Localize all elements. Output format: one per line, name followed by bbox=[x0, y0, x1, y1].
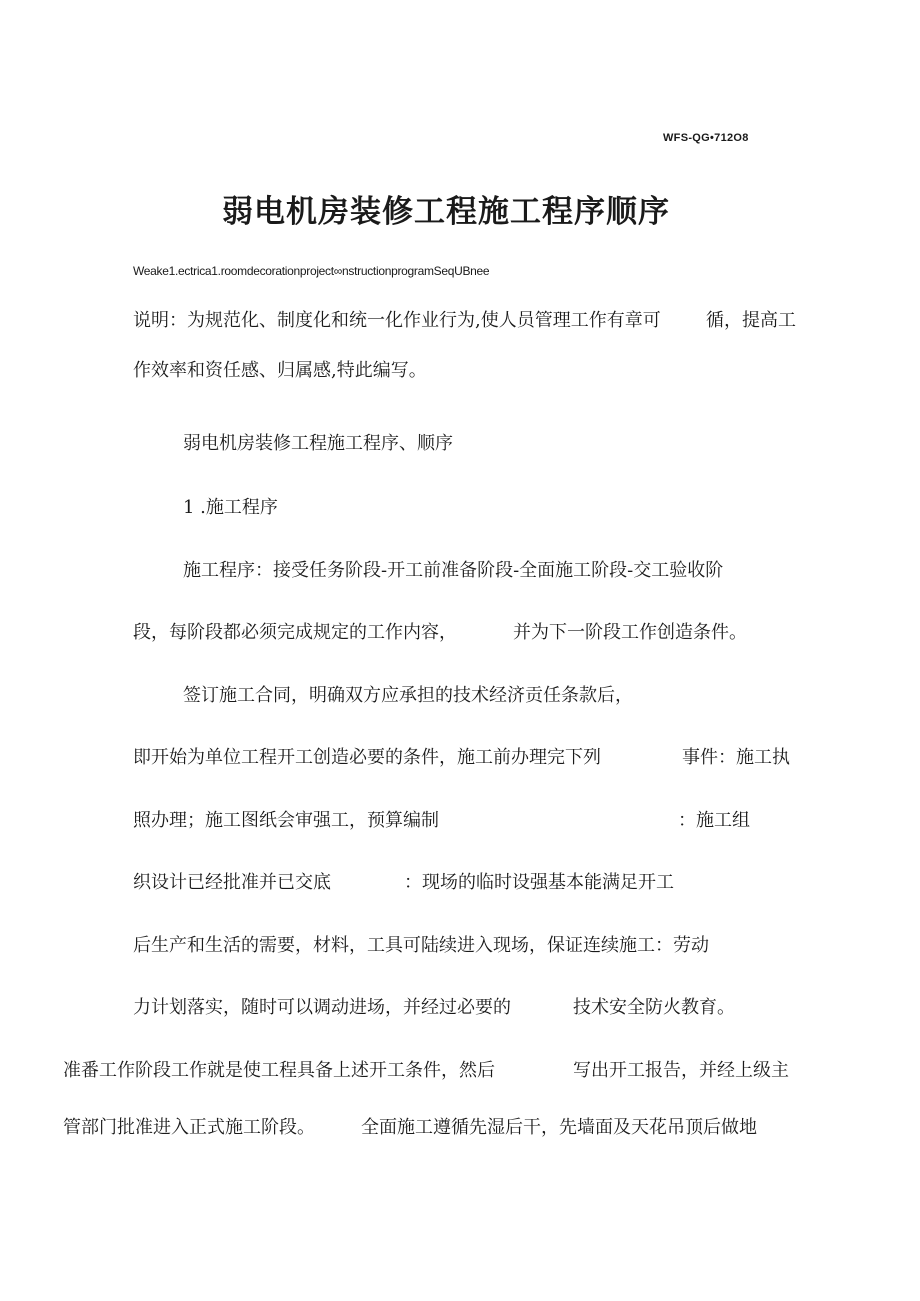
section-heading: 弱电机房装修工程施工程序、顺序 bbox=[183, 433, 453, 454]
paragraph-1-line-2a: 段，每阶段都必须完成规定的工作内容， bbox=[133, 622, 457, 643]
paragraph-2-line-4a: 织设计已经批准并已交底 bbox=[133, 872, 331, 893]
paragraph-3-line-2a: 管部门批准进入正式施工阶段。 bbox=[63, 1117, 315, 1138]
paragraph-2-line-6a: 力计划落实，随时可以调动进场，并经过必要的 bbox=[133, 997, 511, 1018]
document-code: WFS-QG•712O8 bbox=[663, 132, 749, 144]
paragraph-2-line-6b: 技术安全防火教育。 bbox=[573, 997, 735, 1018]
paragraph-1-line-1: 施工程序：接受任务阶段-开工前准备阶段-全面施工阶段-交工验收阶 bbox=[183, 560, 724, 581]
paragraph-2-line-1: 签订施工合同，明确双方应承担的技术经济贡任条款后， bbox=[183, 685, 633, 706]
paragraph-2-line-3b: ：施工组 bbox=[678, 810, 750, 831]
intro-line-1b: 循，提高工 bbox=[706, 310, 796, 331]
paragraph-2-line-3a: 照办理；施工图纸会审强工，预算编制 bbox=[133, 810, 439, 831]
page-title: 弱电机房装修工程施工程序顺序 bbox=[222, 194, 670, 230]
paragraph-3-line-2b: 全面施工遵循先湿后干，先墙面及天花吊顶后做地 bbox=[361, 1117, 757, 1138]
paragraph-2-line-4b: ：现场的临时设强基本能满足开工 bbox=[404, 872, 674, 893]
intro-line-2: 作效率和资任感、归属感,特此编写。 bbox=[133, 360, 427, 381]
english-subtitle: Weake1.ectrica1.roomdecorationproject∞nstructionprogramSeqUBnee bbox=[133, 264, 490, 278]
paragraph-2-line-5: 后生产和生活的需要，材料，工具可陆续进入现场，保证连续施工：劳动 bbox=[133, 935, 709, 956]
subsection-heading: 1 .施工程序 bbox=[183, 497, 278, 518]
paragraph-3-line-1a: 准番工作阶段工作就是使工程具备上述开工条件，然后 bbox=[63, 1060, 495, 1081]
intro-line-1a: 说明：为规范化、制度化和统一化作业行为,使人员管理工作有章可 bbox=[133, 310, 661, 331]
paragraph-3-line-1b: 写出开工报告，并经上级主 bbox=[573, 1060, 789, 1081]
paragraph-2-line-2a: 即开始为单位工程开工创造必要的条件，施工前办理完下列 bbox=[133, 747, 601, 768]
paragraph-1-line-2b: 并为下一阶段工作创造条件。 bbox=[513, 622, 747, 643]
paragraph-2-line-2b: 事件：施工执 bbox=[682, 747, 790, 768]
